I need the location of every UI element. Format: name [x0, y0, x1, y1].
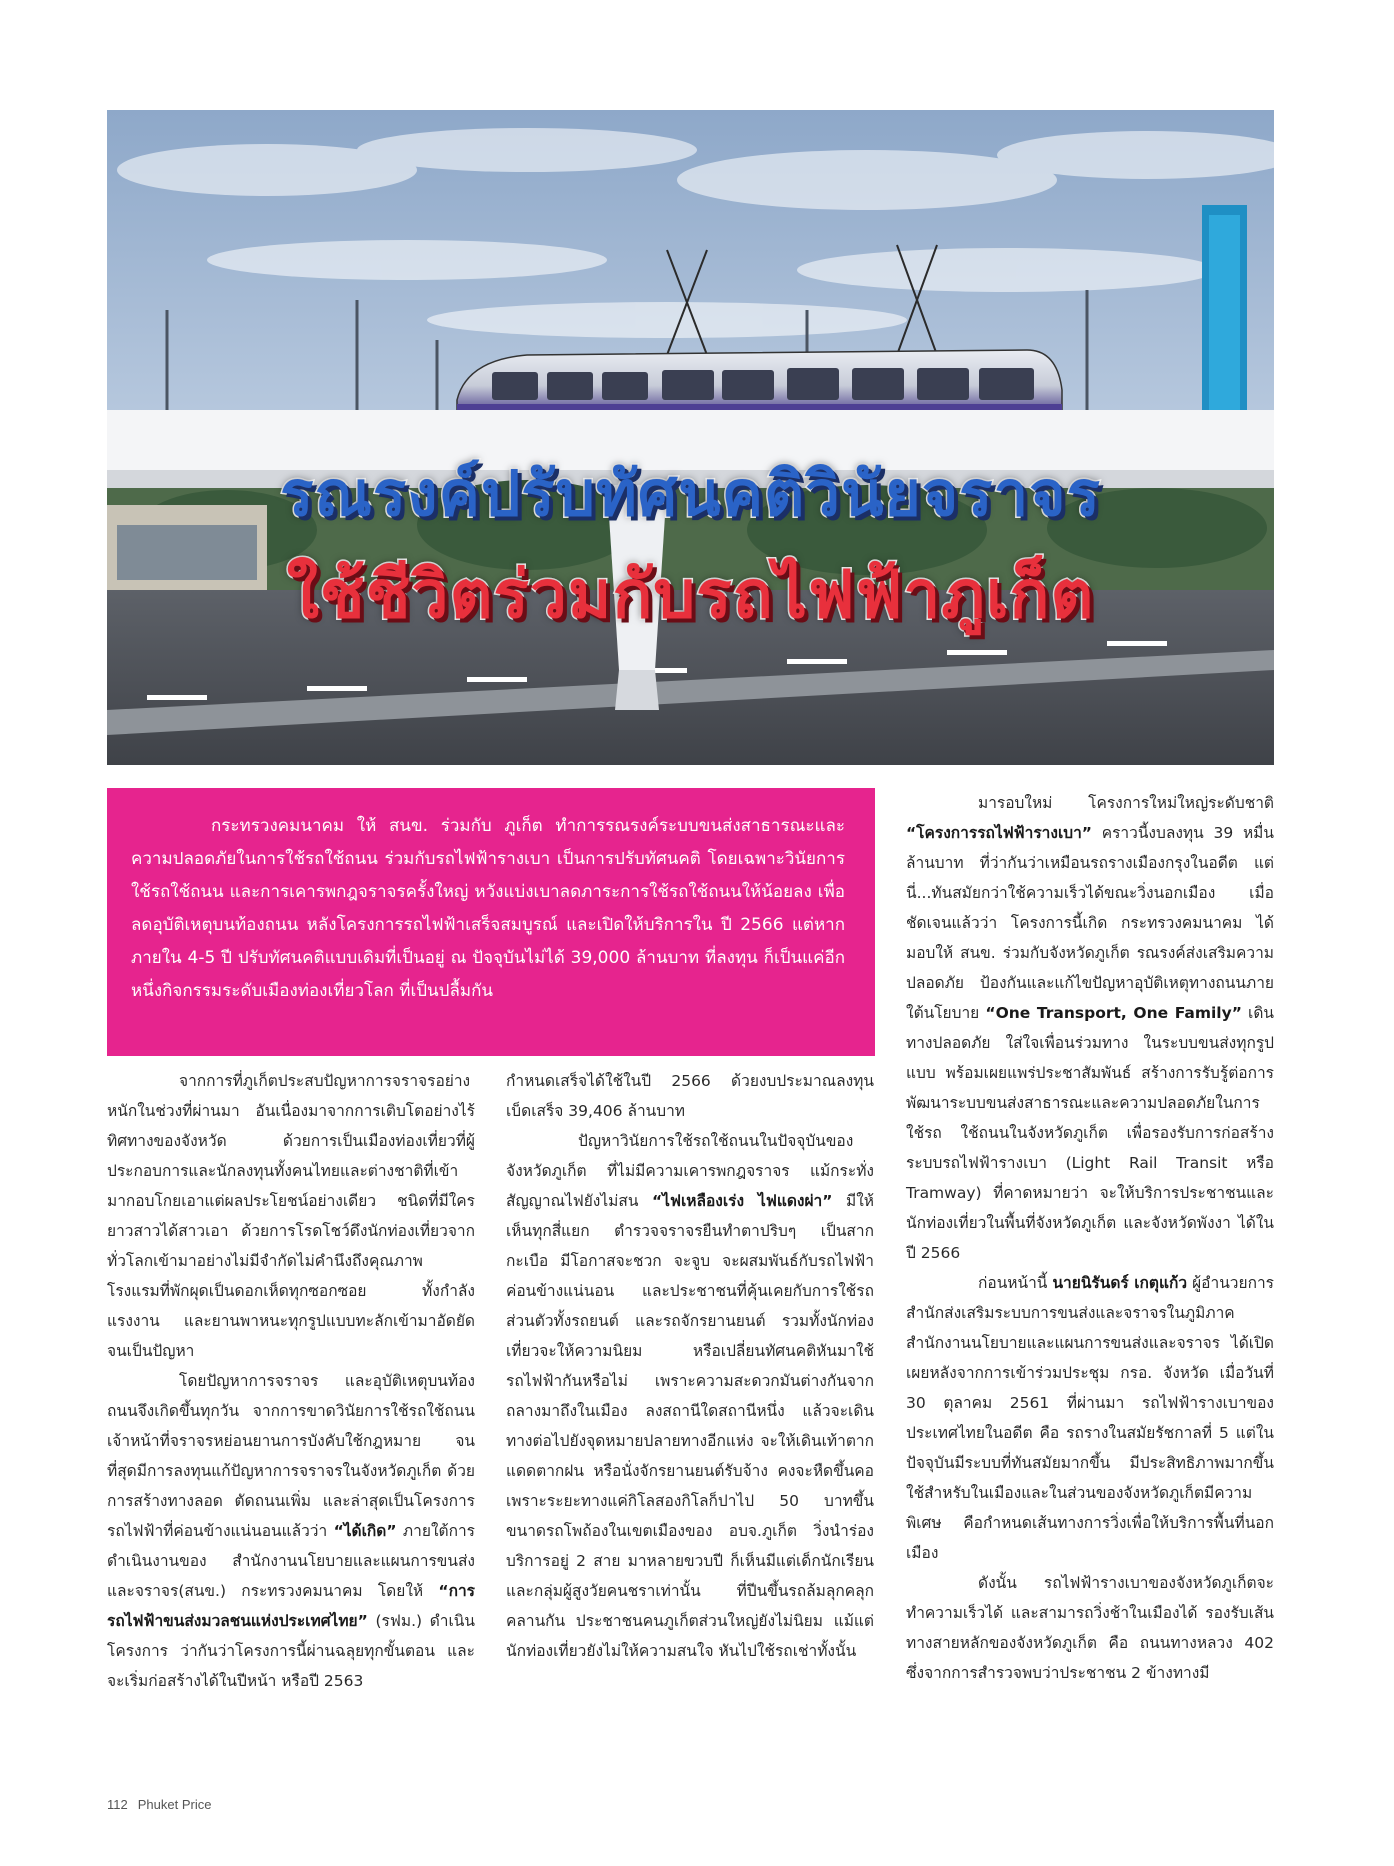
text-run: เดินทางปลอดภัย ใส่ใจเพื่อนร่วมทาง ในระบบขนส่งทุกรูปแบบ พร้อมเผยแพร่ประชาสัมพันธ์ สร้างการรับรู้ต่อการพัฒนาระบบขนส่งสาธารณะและความปลอดภัยในการใช้รถ ใช้ถนนในจังหวัดภูเก็ต เพื่อรองรับการก่อสร้างระบบรถไฟฟ้ารางเบา (Light Rail Transit หรือ Tramway) ที่คาดหมายว่า จะให้บริการประชาชนและนักท่องเที่ยวในพื้นที่จังหวัดภูเก็ต และจังหวัดพังงา ได้ในปี 2566	[906, 1004, 1274, 1262]
bold-phrase: “ไฟเหลืองเร่ง ไฟแดงผ่า”	[652, 1192, 833, 1210]
text-run: มีให้เห็นทุกสี่แยก ตำรวจจราจรยืนทำตาปริบๆ เป็นสากกะเบือ มีโอกาสจะชวก จะจูบ จะผสมพันธ์กับรถไฟฟ้าค่อนข้างแน่นอน และประชาชนที่คุ้นเคยกับการใช้รถส่วนตัวทั้งรถยนต์ และรถจักรยานยนต์ รวมทั้งนักท่องเที่ยวจะให้ความนิยม หรือเปลี่ยนทัศนคติหันมาใช้รถไฟฟ้ากันหรือไม่ เพราะความสะดวกมันต่างกันจากถลางมาถึงในเมือง ลงสถานีใดสถานีหนึ่ง แล้วจะเดินทางต่อไปยังจุดหมายปลายทางอีกแห่ง จะให้เดินเท้าตากแดดตากฝน หรือนั่งจักรยานยนต์รับจ้าง คงจะหืดขึ้นคอ เพราะระยะทางแค่กิโลสองกิโลก็ปาไป 50 บาทขึ้น ขนาดรถโพถ้องในเขตเมืองของ อบจ.ภูเก็ต วิ่งนำร่องบริการอยู่ 2 สาย มาหลายขวบปี ก็เห็นมีแต่เด็กนักเรียน และกลุ่มผู้สูงวัยคนชราเท่านั้น ที่ปีนขึ้นรถล้มลุกคลุกคลานกัน ประชาชนคนภูเก็ตส่วนใหญ่ยังไม่นิยม แม้แต่นักท่องเที่ยวยังไม่ให้ความสนใจ หันไปใช้รถเช่าทั้งนั้น	[506, 1192, 874, 1660]
bold-phrase: “โครงการรถไฟฟ้ารางเบา”	[906, 824, 1092, 842]
paragraph: กำหนดเสร็จได้ใช้ในปี 2566 ด้วยงบประมาณลงทุนเบ็ดเสร็จ 39,406 ล้านบาท	[506, 1072, 874, 1120]
paragraph	[506, 1126, 874, 1666]
text-run: ภายใต้การดำเนินงานของ สำนักงานนโยบายและแผนการขนส่งและจราจร(สนข.) กระทรวงคมนาคม โดยให้	[107, 1522, 475, 1600]
page-footer	[107, 1797, 221, 1812]
text-run: โดยปัญหาการจราจร และอุบัติเหตุบนท้องถนนจึงเกิดขึ้นทุกวัน จากการขาดวินัยการใช้รถใช้ถนน เจ้าหน้าที่จราจรหย่อนยานการบังคับใช้กฎหมาย จนที่สุดมีการลงทุนแก้ปัญหาการจราจรในจังหวัดภูเก็ต ด้วยการสร้างทางลอด ตัดถนนเพิ่ม และล่าสุดเป็นโครงการรถไฟฟ้าที่ค่อนข้างแน่นอนแล้วว่า	[107, 1372, 475, 1540]
lead-box	[107, 788, 875, 1056]
paragraph	[107, 1366, 475, 1696]
paragraph: จากการที่ภูเก็ตประสบปัญหาการจราจรอย่างหนักในช่วงที่ผ่านมา อันเนื่องมาจากการเติบโตอย่างไร้ทิศทางของจังหวัด ด้วยการเป็นเมืองท่องเที่ยวที่ผู้ประกอบการและนักลงทุนทั้งคนไทยและต่างชาติที่เข้ามากอบโกยเอาแต่ผลประโยชน์อย่างเดียว ชนิดที่มีใครยาวสาวได้สาวเอา ด้วยการโรดโชว์ดึงนักท่องเที่ยวจากทั่วโลกเข้ามาอย่างไม่มีจำกัดไม่คำนึงถึงคุณภาพโรงแรมที่พักผุดเป็นดอกเห็ดทุกซอกซอย ทั้งกำลังแรงงาน และยานพาหนะทุกรูปแบบทะลักเข้ามาอัดยัดจนเป็นปัญหา	[107, 1072, 475, 1360]
bold-phrase: “One Transport, One Family”	[985, 1004, 1242, 1022]
text-run: ผู้อำนวยการสำนักส่งเสริมระบบการขนส่งและจราจรในภูมิภาค สำนักงานนโยบายและแผนการขนส่งและจราจร ได้เปิดเผยหลังจากการเข้าร่วมประชุม กรอ. จังหวัด เมื่อวันที่ 30 ตุลาคม 2561 ที่ผ่านมา รถไฟฟ้ารางเบาของประเทศไทยในอดีต คือ รถรางในสมัยรัชกาลที่ 5 แต่ในปัจจุบันมีระบบที่ทันสมัยมากขึ้น มีประสิทธิภาพมากขึ้น ใช้สำหรับในเมืองและในส่วนของจังหวัดภูเก็ตมีความพิเศษ คือกำหนดเส้นทางการวิ่งเพื่อให้บริการพื้นที่นอกเมือง	[906, 1274, 1274, 1562]
paragraph	[906, 788, 1274, 1268]
publication-name: Phuket Price	[137, 1797, 212, 1812]
text-run: มารอบใหม่ โครงการใหม่ใหญ่ระดับชาติ	[978, 794, 1274, 812]
text-run: ปัญหาวินัยการใช้รถใช้ถนนในปัจจุบันของจังหวัดภูเก็ต ที่ไม่มีความเคารพกฎจราจร แม้กระทั่งสัญญาณไฟยังไม่สน	[506, 1132, 874, 1210]
article-column-2	[506, 1066, 874, 1666]
bold-phrase: “ได้เกิด”	[333, 1522, 397, 1540]
paragraph	[906, 1268, 1274, 1568]
page-number: 112	[107, 1797, 128, 1812]
light-rail-illustration	[107, 110, 1274, 765]
article-column-3	[906, 788, 1274, 1688]
text-run: (รฟม.) ดำเนินโครงการ ว่ากันว่าโครงการนี้ผ่านฉลุยทุกขั้นตอน และจะเริ่มก่อสร้างได้ในปีหน้า หรือปี 2563	[107, 1612, 475, 1690]
headline-line-1: รณรงค์ปรับทัศนคติวินัยจราจร	[280, 457, 1101, 530]
text-run: คราวนี้งบลงทุน 39 หมื่นล้านบาท ที่ว่ากันว่าเหมือนรถรางเมืองกรุงในอดีต แต่นี่...ทันสมัยกว่าใช้ความเร็วได้ขณะวิ่งนอกเมือง เมื่อชัดเจนแล้วว่า โครงการนี้เกิด กระทรวงคมนาคม ได้มอบให้ สนข. ร่วมกับจังหวัดภูเก็ต รณรงค์ส่งเสริมความปลอดภัย ป้องกันและแก้ไขปัญหาอุบัติเหตุทางถนนภายใต้นโยบาย	[906, 824, 1274, 1022]
headline-line-2: ใช้ชีวิตร่วมกับรถไฟฟ้าภูเก็ต	[286, 556, 1095, 633]
lead-paragraph: กระทรวงคมนาคม ให้ สนข. ร่วมกับ ภูเก็ต ทำการรณรงค์ระบบขนส่งสาธารณะและความปลอดภัยในการใช้รถใช้ถนน ร่วมกับรถไฟฟ้ารางเบา เป็นการปรับทัศนคติ โดยเฉพาะวินัยการใช้รถใช้ถนน และการเคารพกฎจราจรครั้งใหญ่ หวังแบ่งเบาลดภาระการใช้รถใช้ถนนให้น้อยลง เพื่อลดอุบัติเหตุบนท้องถนน หลังโครงการรถไฟฟ้าเสร็จสมบูรณ์ และเปิดให้บริการใน ปี 2566 แต่หากภายใน 4-5 ปี ปรับทัศนคติแบบเดิมที่เป็นอยู่ ณ ปัจจุบันไม่ได้ 39,000 ล้านบาท ที่ลงทุน ก็เป็นแค่อีกหนึ่งกิจกรรมระดับเมืองท่องเที่ยวโลก ที่เป็นปลื้มกัน	[131, 816, 845, 1001]
bold-phrase: “การรถไฟฟ้าขนส่งมวลชนแห่งประเทศไทย”	[107, 1582, 475, 1630]
paragraph: ดังนั้น รถไฟฟ้ารางเบาของจังหวัดภูเก็ตจะทำความเร็วได้ และสามารถวิ่งช้าในเมืองได้ รองรับเส้นทางสายหลักของจังหวัดภูเก็ต คือ ถนนทางหลวง 402 ซึ่งจากการสำรวจพบว่าประชาชน 2 ข้างทางมี	[906, 1574, 1274, 1682]
text-run: ก่อนหน้านี้	[978, 1274, 1053, 1292]
hero-image	[107, 110, 1274, 765]
article-column-1	[107, 1066, 475, 1696]
bold-phrase: นายนิรันดร์ เกตุแก้ว	[1052, 1274, 1188, 1292]
